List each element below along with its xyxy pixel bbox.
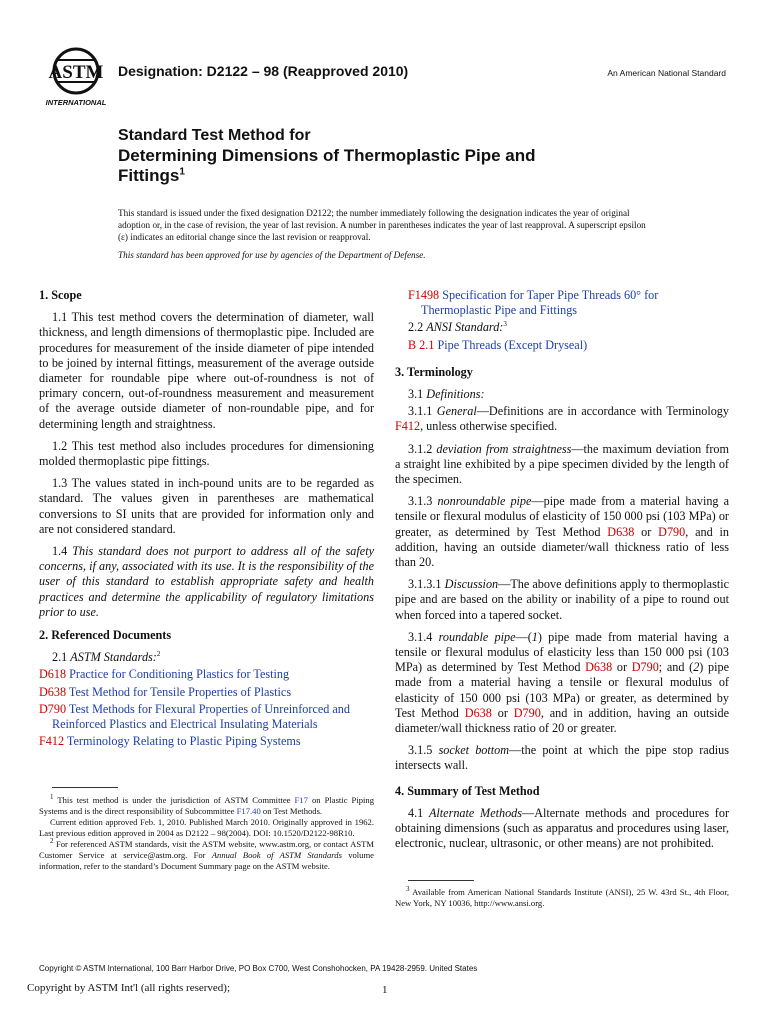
right-column xyxy=(395,288,729,859)
astm-logo xyxy=(40,44,112,108)
para-1-3: 1.3 The values stated in inch-pound units are to be regarded as standard. The values given in parentheses are mathematical conversions to SI units that are provided for information only and are not considered standard. xyxy=(39,476,374,536)
ref-d790[interactable]: D790 Test Methods for Flexural Properties of Unreinforced and Reinforced Plastics and Electrical Insulating Materials xyxy=(39,701,350,732)
para-3-1-2: 3.1.2 deviation from straightness—the maximum deviation from a straight line exhibited by a pipe specimen divided by the length of the specimen. xyxy=(395,441,730,487)
para-1-1: 1.1 This test method covers the determination of diameter, wall thickness, and length dimensions of thermoplastic pipe. Included are procedures for measurement of the inside diameter of pipe intended to be joined by internal fittings, measurement of the average outside diameter for roundable pipe where out-of-roundness is not of primary concern, out-of-roundness measurement and measurement of the average outside diameter of non-roundable pipe, and for determining length and straightness. xyxy=(39,310,374,431)
para-3-1-4: 3.1.4 roundable pipe—(1) pipe made from material having a tensile or flexural modulus of elasticity less than 150 000 psi (103 MPa) as determined by Test Method D638 or D790; and (2) pipe made from a material having a tensile or flexural modulus of elasticity of 150 000 psi (103 MPa) or greater, as determined by Test Method D638 or D790, and in addition, having an outside diameter/wall thickness ratio of 20 or greater. xyxy=(395,629,730,736)
ref-f1498[interactable]: F1498 Specification for Taper Pipe Threads 60° for Thermoplastic Pipe and Fittings xyxy=(408,288,659,318)
footnote-3: $^3$ Available from American National Standards Institute (ANSI), 25 W. 43rd St., 4th Floor, New York, NY 10036, http://www.ansi.org. xyxy=(395,885,729,908)
intro-paragraph: This standard is issued under the fixed designation D2122; the number immediately following the designation indicates the year of original adoption or, in the case of revision, the year of last revision. A number in parentheses indicates the year of last reapproval. A superscript epsilon (ε) indicates an editorial change since the last revision or reapproval. xyxy=(118,208,646,242)
footnote-rule-left xyxy=(52,787,118,788)
footnote-1: $^1$ This test method is under the jurisdiction of ASTM Committee F17 on Plastic Piping Systems and is the direct responsibility of Subcommittee F17.40 on Test Methods. xyxy=(39,793,374,816)
ref-f412[interactable]: F412 Terminology Relating to Plastic Piping Systems xyxy=(39,734,301,749)
logo-text: INTERNATIONAL xyxy=(45,98,107,107)
para-3-1-3: 3.1.3 nonroundable pipe—pipe made from a material having a tensile or flexural modulus of elasticity of 150 000 psi (103 MPa) or greater, as determined by Test Method D638 or D790, and in addition, having an outside diameter/wall thickness ratio of less than 20. xyxy=(395,494,730,570)
title-footnote-mark: 1 xyxy=(179,166,185,178)
para-4-1: 4.1 Alternate Methods—Alternate methods and procedures for obtaining dimensions (such as apparatus and procedures using laser, electronic, nuclear, ultrasonic, or other means) are not prohibited. xyxy=(395,805,729,851)
footer-copyright: Copyright by ASTM Int'l (all rights reserved); xyxy=(27,982,231,994)
footnotes-right xyxy=(395,887,729,909)
section-referenced-heading: 2. Referenced Documents xyxy=(39,628,172,643)
ansi-standard-label: 2.2 ANSI Standard:$^3$ xyxy=(408,320,507,335)
para-3-1-5: 3.1.5 socket bottom—the point at which the pipe stop radius intersects wall. xyxy=(395,743,730,773)
american-national-standard: An American National Standard xyxy=(607,68,726,78)
dod-statement: This standard has been approved for use by agencies of the Department of Defense. xyxy=(118,250,426,260)
para-1-2: 1.2 This test method also includes procedures for dimensioning molded thermoplastic pipe fittings. xyxy=(39,438,374,469)
title-line1: Standard Test Method for xyxy=(118,127,311,144)
ref-b21[interactable]: B 2.1 Pipe Threads (Except Dryseal) xyxy=(408,337,588,352)
ref-d618[interactable]: D618 Practice for Conditioning Plastics for Testing xyxy=(39,667,290,682)
footnotes-left xyxy=(39,795,374,872)
ref-d638[interactable]: D638 Test Method for Tensile Properties of Plastics xyxy=(39,684,292,699)
section-scope-heading: 1. Scope xyxy=(39,288,82,302)
copyright-notice: Copyright © ASTM International, 100 Barr Harbor Drive, PO Box C700, West Conshohocken, PA 19428-2959. United States xyxy=(39,964,478,973)
para-3-1-3-1: 3.1.3.1 Discussion—The above definitions apply to thermoplastic pipe and are based on the ability or inability of a pipe to round out when forced into a tapered socket. xyxy=(395,577,729,622)
footnote-2: $^2$ For referenced ASTM standards, visit the ASTM website, www.astm.org, or contact ASTM Customer Service at service@astm.org. For Annual Book of ASTM Standards volume information, refer to the standard’s Document Summary page on the ASTM website. xyxy=(39,837,374,871)
para-3-1: 3.1 Definitions: xyxy=(408,387,485,402)
title-line2: Determining Dimensions of Thermoplastic Pipe and xyxy=(118,146,536,165)
footnote-1-edition: Current edition approved Feb. 1, 2010. Published March 2010. Originally approved in 1962. Last previous edition approved in 2004 as D2122 – 98(2004). DOI: 10.1520/D2122-98R10. xyxy=(39,817,374,838)
svg-text:ASTM: ASTM xyxy=(48,62,104,83)
astm-standards-label: 2.1 ASTM Standards:$^2$ xyxy=(52,650,161,665)
footnote-rule-right xyxy=(408,880,474,881)
left-column xyxy=(39,288,374,751)
designation: Designation: D2122 – 98 (Reapproved 2010) xyxy=(118,63,409,79)
title-line3: Fittings xyxy=(118,166,180,185)
page-number: 1 xyxy=(382,984,388,996)
section-terminology-heading: 3. Terminology xyxy=(395,364,473,379)
para-1-4: 1.4 This standard does not purport to address all of the safety concerns, if any, associated with its use. It is the responsibility of the user of this standard to establish appropriate safety and health practices and determine the applicability of regulatory limitations prior to use. xyxy=(39,544,374,619)
para-3-1-1: 3.1.1 General—Definitions are in accordance with Terminology F412, unless otherwise specified. xyxy=(395,404,729,434)
document-title xyxy=(118,126,638,186)
section-summary-heading: 4. Summary of Test Method xyxy=(395,783,540,798)
